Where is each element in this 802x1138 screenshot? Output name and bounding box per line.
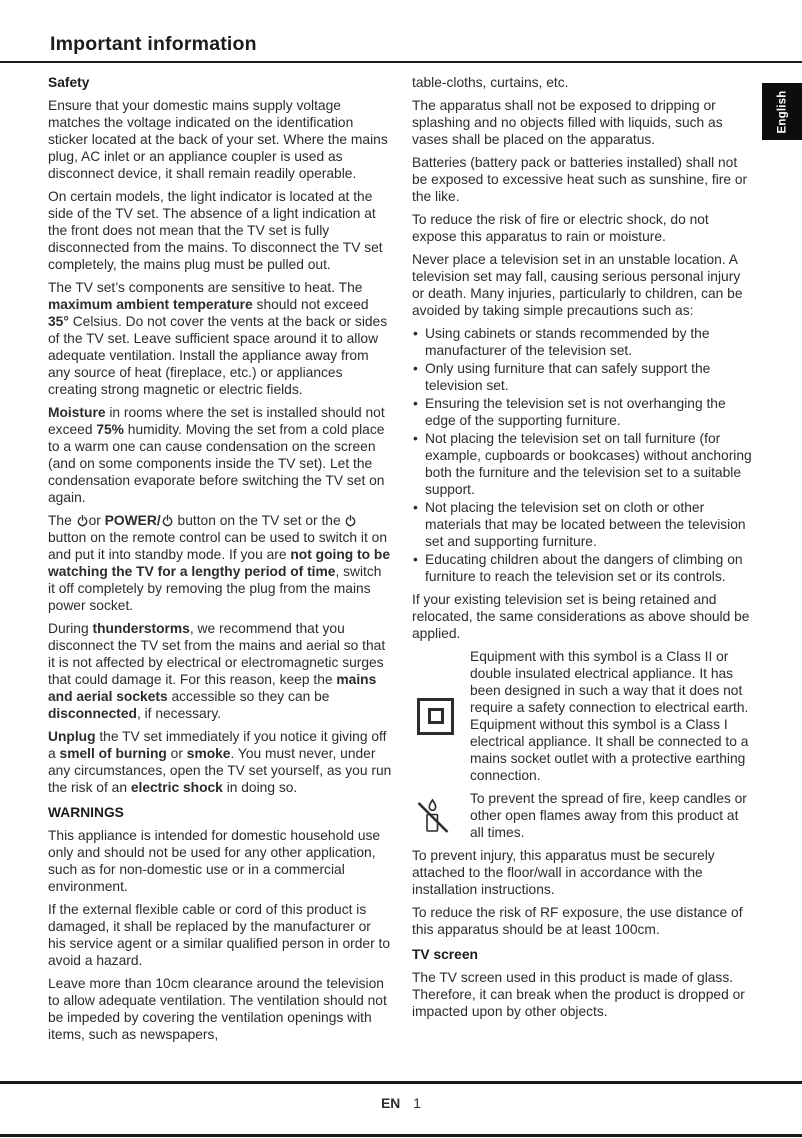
text-run: or <box>88 513 105 528</box>
bullet-item: • Only using furniture that can safely support the television set. <box>412 360 756 394</box>
paragraph <box>48 188 392 273</box>
paragraph <box>412 251 756 319</box>
paragraph <box>48 279 392 398</box>
text-run: thunderstorms <box>92 621 190 636</box>
text-run: smell of burning <box>59 746 167 761</box>
paragraph <box>48 975 392 1043</box>
text-run: Moisture <box>48 405 106 420</box>
text-run: To reduce the risk of RF exposure, the use distance of this apparatus should be at least 100cm. <box>412 905 743 937</box>
class-ii-inner-square <box>428 708 444 724</box>
text-run: If the external flexible cable or cord of this product is damaged, it shall be replaced by the manufacturer or his service agent or a similar qualified person in order to avoid a hazard. <box>48 902 391 968</box>
text-run: Celsius. Do not cover the vents at the back or sides of the TV set. Leave sufficient space around it to allow adequate ventilation. Install the appliance away from any source of heat (fireplace, etc.) or appliances creating strong magnetic or electric fields. <box>48 314 388 397</box>
text-run: During <box>48 621 93 636</box>
text-run: button on the remote control can be used to switch it on and put it into standby mode. If you are <box>48 530 387 562</box>
text-run: Ensure that your domestic mains supply voltage matches the voltage indicated on the identification sticker located at the back of your set. Where the mains plug, AC inlet or an appliance coupler is used as disconnect device, it shall remain readily operable. <box>48 98 388 181</box>
text-run: . You must never, under any circumstances, open the TV set yourself, as you run the risk of an <box>48 746 392 795</box>
paragraph <box>412 904 756 938</box>
paragraph <box>412 969 756 1020</box>
text-run: The apparatus shall not be exposed to dripping or splashing and no objects filled with liquids, such as vases shall be placed on the apparatus. <box>412 98 723 147</box>
left-column <box>48 74 392 1049</box>
power-icon <box>345 514 356 527</box>
paragraph <box>470 790 756 841</box>
paragraph <box>48 512 392 614</box>
paragraph <box>412 847 756 898</box>
section-heading: WARNINGS <box>48 805 124 820</box>
right-column <box>412 74 756 1049</box>
text-run: maximum ambient temperature <box>48 297 253 312</box>
paragraph <box>48 404 392 506</box>
text-run: Equipment with this symbol is a Class II or double insulated electrical appliance. It has been designed in such a way that it does not require a safety connection to electrical earth. Equipment without this symbol is a Class I electrical appliance. It shall be connected to a mains socket outlet with a protective earthing connection. <box>470 649 749 783</box>
bullet-item: • Ensuring the television set is not overhanging the edge of the supporting furniture. <box>412 395 756 429</box>
footer-divider-bottom <box>0 1134 802 1137</box>
text-run: should not exceed <box>252 297 369 312</box>
text-run: The <box>48 513 76 528</box>
paragraph <box>412 74 756 91</box>
text-run: , we recommend that you disconnect the TV set from the mains and aerial so that it is not affected by electrical or electromagnetic surges that could damage it. For this reason, keep the <box>48 621 386 687</box>
paragraph <box>412 591 756 642</box>
text-run: mains and aerial sockets <box>48 672 377 704</box>
section-heading: Safety <box>48 75 90 90</box>
text-run: The TV screen used in this product is made of glass. Therefore, it can break when the product is dropped or impacted upon by other objects. <box>412 970 745 1019</box>
text-run: To prevent the spread of fire, keep candles or other open flames away from this product at all times. <box>470 791 747 840</box>
icon-paragraph <box>412 648 756 784</box>
paragraph <box>48 728 392 796</box>
section-heading: TV screen <box>412 947 478 962</box>
icon-paragraph <box>412 790 756 841</box>
paragraph <box>412 97 756 148</box>
text-run: Unplug <box>48 729 96 744</box>
text-run: not going to be watching the TV for a lengthy period of time <box>48 547 390 579</box>
title-divider <box>0 61 802 63</box>
text-run: Leave more than 10cm clearance around the television to allow adequate ventilation. The ventilation should not be impeded by covering the ventilation openings with items, such as newspapers, <box>48 976 387 1042</box>
paragraph <box>48 827 392 895</box>
text-run: humidity. Moving the set from a cold place to a warm one can cause condensation on the screen (and on some components inside the TV set). Let the condensation evaporate before switching the TV set on again. <box>48 422 385 505</box>
text-run: Batteries (battery pack or batteries installed) shall not be exposed to excessive heat such as sunshine, fire or the like. <box>412 155 748 204</box>
text-run: in doing so. <box>222 780 298 795</box>
paragraph <box>48 97 392 182</box>
page-title: Important information <box>50 33 257 55</box>
text-run: To reduce the risk of fire or electric shock, do not expose this apparatus to rain or moisture. <box>412 212 709 244</box>
bullet-item: • Using cabinets or stands recommended by the manufacturer of the television set. <box>412 325 756 359</box>
text-run: , if necessary. <box>136 706 222 721</box>
text-run: 35° <box>48 314 69 329</box>
text-run: smoke <box>186 746 231 761</box>
icon-column <box>412 648 470 784</box>
text-run: disconnected <box>48 706 137 721</box>
bullet-item: • Not placing the television set on tall furniture (for example, cupboards or bookcases) without anchoring both the furniture and the television set to a suitable support. <box>412 430 756 498</box>
footer-divider-top <box>0 1081 802 1084</box>
language-tab-label: English <box>776 90 788 133</box>
power-icon <box>77 514 88 527</box>
language-tab-english <box>762 83 802 140</box>
text-run: POWER/ <box>104 513 161 528</box>
text-run: This appliance is intended for domestic household use only and should not be used for any other application, such as for non-domestic use or in a commercial environment. <box>48 828 381 894</box>
paragraph <box>470 648 756 784</box>
power-icon <box>162 514 173 527</box>
bullet-item: • Not placing the television set on cloth or other materials that may be located between the television set and supporting furniture. <box>412 499 756 550</box>
footer-language-code: EN <box>381 1096 401 1111</box>
text-run: , switch it off completely by removing the plug from the mains power socket. <box>48 564 382 613</box>
text-run: If your existing television set is being retained and relocated, the same considerations as above should be applied. <box>412 592 750 641</box>
text-run: The TV set’s components are sensitive to heat. The <box>48 280 363 295</box>
icon-column <box>412 790 470 841</box>
text-run: accessible so they can be <box>167 689 330 704</box>
text-run: the TV set immediately if you notice it giving off a <box>48 729 387 761</box>
paragraph <box>48 901 392 969</box>
text-run: in rooms where the set is installed should not exceed <box>48 405 385 437</box>
text-run: On certain models, the light indicator is located at the side of the TV set. The absence of a light indication at the front does not mean that the TV set is fully disconnected from the mains. To disconnect the TV set completely, the mains plug must be pulled out. <box>48 189 383 272</box>
bullet-item: • Educating children about the dangers of climbing on furniture to reach the television set or its controls. <box>412 551 756 585</box>
text-run: To prevent injury, this apparatus must be securely attached to the floor/wall in accordance with the installation instructions. <box>412 848 715 897</box>
paragraph <box>412 154 756 205</box>
text-run: 75% <box>96 422 124 437</box>
footer <box>0 1096 802 1111</box>
no-open-flames-icon <box>417 797 449 835</box>
paragraph <box>48 620 392 722</box>
paragraph <box>412 211 756 245</box>
text-run: table-cloths, curtains, etc. <box>412 75 569 90</box>
class-ii-double-insulation-icon <box>417 698 454 735</box>
text-run: electric shock <box>130 780 223 795</box>
footer-page-number: 1 <box>413 1096 421 1111</box>
content-columns <box>48 74 756 1049</box>
text-run: Never place a television set in an unstable location. A television set may fall, causing serious personal injury or death. Many injuries, particularly to children, can be avoided by taking simple precautions such as: <box>412 252 743 318</box>
text-run: button on the TV set or the <box>173 513 345 528</box>
bullet-list <box>412 325 756 585</box>
text-run: or <box>166 746 187 761</box>
